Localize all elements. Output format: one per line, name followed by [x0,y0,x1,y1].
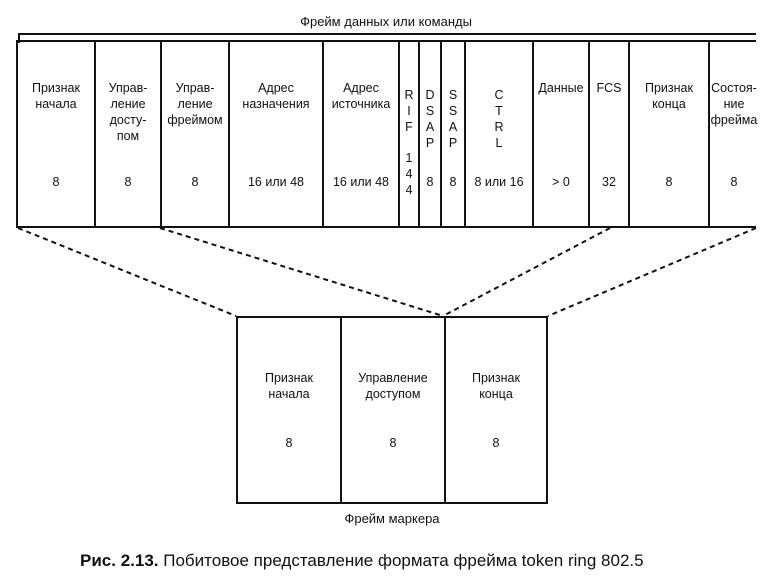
field-name: Состоя- ние фрейма [710,81,758,127]
figure-caption [80,551,760,571]
field-bits: 1 4 4 [405,151,413,197]
token-field-name: Управление доступом [358,371,428,401]
token-field-name: Признак начала [265,371,313,401]
token-field-name: Признак конца [472,371,520,401]
field-bits: 8 [730,175,738,189]
token-field-3 [446,318,546,502]
field-name: S S A P [448,88,458,150]
field-name: FCS [596,81,622,95]
field-name: Признак начала [32,81,80,111]
field-bits: 8 [124,175,132,189]
field-bits: > 0 [552,175,570,189]
field-bits: 8 [426,175,434,189]
field-bits: 8 [665,175,673,189]
token-frame [236,316,548,504]
field-bits: 8 [449,175,457,189]
field-name: Признак конца [645,81,693,111]
field-name: Адрес назначения [242,81,310,111]
caption-text: Побитовое представление формата фрейма token ring 802.5 [163,551,644,570]
data-frame-title: Фрейм данных или команды [300,14,472,29]
field-bits: 8 [191,175,199,189]
field-bits: 32 [602,175,616,189]
connector-line-right-inner [443,228,610,316]
field-bits: 8 или 16 [474,175,524,189]
field-name: C T R L [494,88,504,150]
connector-line-right-outer [548,228,756,316]
field-name: Данные [538,81,584,95]
token-field-1 [238,318,342,502]
field-name: D S A P [425,88,435,150]
token-field-bits: 8 [285,436,293,450]
token-field-bits: 8 [389,436,397,450]
token-field-2 [342,318,446,502]
token-frame-title: Фрейм маркера [344,511,440,526]
field-bits: 8 [52,175,60,189]
token-field-bits: 8 [492,436,500,450]
caption-label: Рис. 2.13. [80,551,159,570]
field-name: Управ- ление досту- пом [108,81,148,143]
field-bits: 16 или 48 [332,175,389,189]
field-bits: 16 или 48 [247,175,304,189]
field-name: R I F [404,88,414,134]
field-name: Управ- ление фреймом [167,81,223,127]
field-name: Адрес источника [331,81,391,111]
